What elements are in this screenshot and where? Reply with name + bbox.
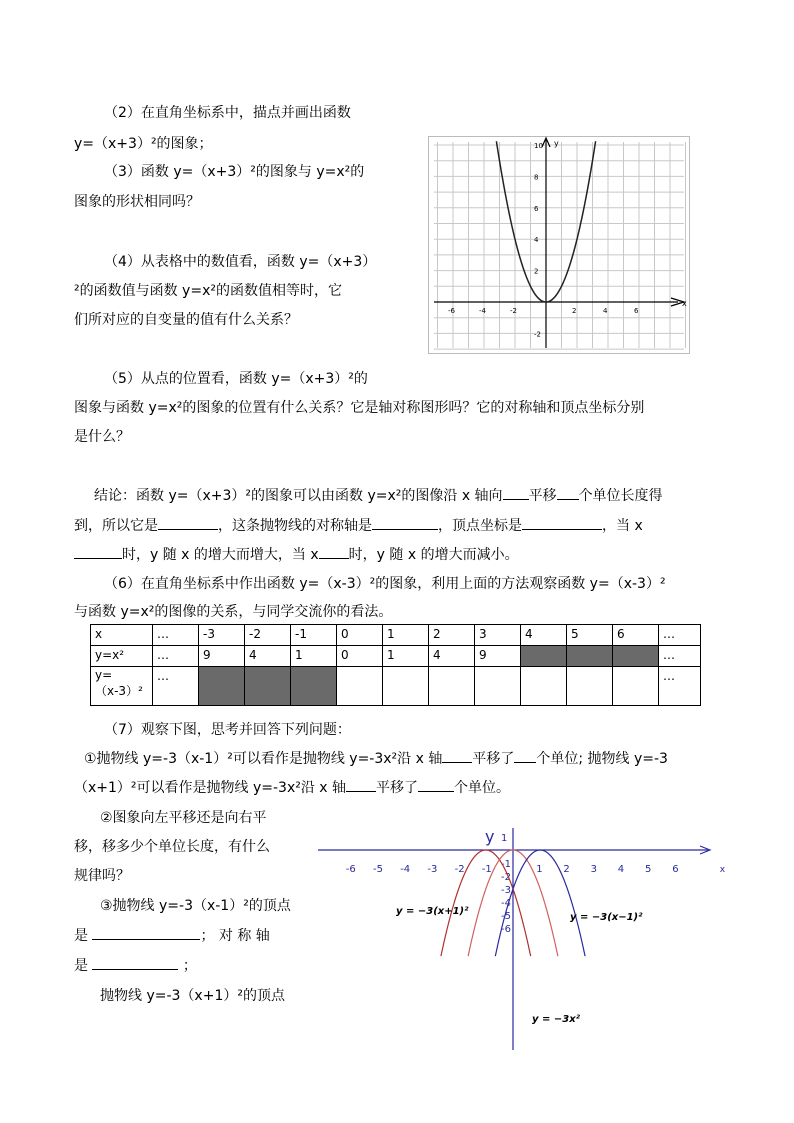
- q6-line1: （6）在直角坐标系中作出函数 y=（x-3）²的图象，利用上面的方法观察函数 y=（x-3）²: [104, 576, 666, 592]
- table-cell-empty[interactable]: [613, 667, 659, 706]
- q7-s3b: 移，移多少个单位长度，有什么: [74, 839, 270, 855]
- table-cell: …: [153, 625, 199, 646]
- graph1-x-label: x: [682, 299, 687, 308]
- conclusion-text-g: ，当 x: [602, 518, 643, 534]
- q2-line1: （2）在直角坐标系中，描点并画出函数: [104, 105, 351, 121]
- q4-line3: 们所对应的自变量的值有什么关系？: [74, 312, 298, 328]
- y-tick-label: -4: [501, 898, 511, 909]
- table-cell: …: [153, 646, 199, 667]
- table-cell: …: [659, 667, 701, 706]
- table-cell: …: [659, 646, 701, 667]
- table-cell-shaded: [199, 667, 245, 706]
- table-cell-empty[interactable]: [475, 667, 521, 706]
- table-cell: 1: [383, 625, 429, 646]
- y-tick-label: 4: [534, 236, 539, 245]
- table-cell-shaded: [245, 667, 291, 706]
- x-tick-label: 1: [536, 864, 543, 875]
- q7-s3a: ②图象向左平移还是向右平: [100, 810, 267, 826]
- graph-downward-parabolas: [316, 826, 726, 1052]
- table-cell: 4: [245, 646, 291, 667]
- table-cell: 5: [567, 625, 613, 646]
- x-tick-label: 4: [603, 307, 608, 315]
- q3-line1: （3）函数 y=（x+3）²的图象与 y=x²的: [104, 164, 365, 180]
- x-tick-label: 2: [563, 864, 570, 875]
- table-cell: 0: [337, 646, 383, 667]
- table-cell: 3: [475, 625, 521, 646]
- blank-vertex[interactable]: [522, 513, 602, 530]
- table-cell: 9: [475, 646, 521, 667]
- graph1-grid: [434, 142, 686, 349]
- q7-s4e: ；: [182, 958, 197, 974]
- conclusion-text-b: 平移: [528, 488, 557, 504]
- y-tick-label: 8: [534, 173, 539, 182]
- q7-s1b: 平移了: [472, 751, 515, 767]
- blank-axis[interactable]: [372, 513, 438, 530]
- x-tick-label: 4: [617, 864, 625, 875]
- conclusion-text-i: 时，y 随 x 的增大而减小。: [348, 547, 519, 563]
- x-tick-label: -1: [481, 864, 492, 875]
- blank-direction-1[interactable]: [442, 746, 472, 763]
- conclusion-text-h: 时，y 随 x 的增大而增大，当 x: [122, 547, 319, 563]
- conclusion-line2: [74, 512, 643, 540]
- q5-line1: （5）从点的位置看，函数 y=（x+3）²的: [104, 371, 368, 387]
- q4-line2: ²的函数值与函数 y=x²的函数值相等时，它: [74, 283, 342, 299]
- table-cell-shaded: [291, 667, 337, 706]
- x-tick-label: -4: [479, 307, 486, 315]
- q7-s2: [74, 774, 510, 802]
- table-row-y-x2: [91, 646, 701, 667]
- q7-s1c: 个单位; 抛物线 y=-3: [536, 751, 668, 767]
- q4-line1: （4）从表格中的数值看，函数 y=（x+3）: [104, 254, 377, 270]
- y-tick-label: -2: [501, 872, 511, 883]
- graph2-y-label: y: [485, 827, 495, 846]
- label-shift-left: y = −3(x+1)²: [396, 906, 469, 917]
- table-cell: 0: [337, 625, 383, 646]
- q7-s3c: 规律吗？: [74, 868, 130, 884]
- table-cell: -3: [199, 625, 245, 646]
- x-tick-label: -6: [448, 307, 455, 315]
- y-tick-label: -1: [501, 859, 511, 870]
- blank-direction[interactable]: [503, 483, 529, 500]
- x-tick-label: 6: [672, 864, 679, 875]
- q7-s1a: ①抛物线 y=-3（x-1）²可以看作是抛物线 y=-3x²沿 x 轴: [84, 751, 443, 767]
- label-base: y = −3x²: [532, 1014, 581, 1025]
- table-cell-empty[interactable]: [567, 667, 613, 706]
- blank-shape[interactable]: [158, 513, 218, 530]
- value-table: [90, 624, 701, 706]
- q7-s4-line2: [74, 922, 270, 950]
- conclusion-text-f: ，顶点坐标是: [438, 518, 522, 534]
- x-tick-label: -3: [427, 864, 438, 875]
- table-cell: …: [659, 625, 701, 646]
- q5-line3: 是什么？: [74, 429, 130, 445]
- q7-s2c: 个单位。: [454, 780, 511, 796]
- q7-line1: （7）观察下图，思考并回答下列问题：: [104, 722, 351, 738]
- table-cell: 6: [613, 625, 659, 646]
- q7-s2a: （x+1）²可以看作是抛物线 y=-3x²沿 x 轴: [74, 780, 347, 796]
- table-cell: 1: [291, 646, 337, 667]
- q5-line2: 图象与函数 y=x²的图象的位置有什么关系？它是轴对称图形吗？它的对称轴和顶点坐标分别: [74, 400, 645, 416]
- table-cell: -1: [291, 625, 337, 646]
- table-cell: x: [91, 625, 153, 646]
- conclusion-text-e: ，这条抛物线的对称轴是: [218, 518, 372, 534]
- table-cell-empty[interactable]: [521, 667, 567, 706]
- graph1-axes: [434, 138, 684, 348]
- y-tick-label: 1: [501, 833, 508, 844]
- y-tick-label: 10: [534, 142, 543, 150]
- table-cell: 4: [521, 625, 567, 646]
- blank-increase-range[interactable]: [74, 542, 122, 559]
- q3-line2: 图象的形状相同吗？: [74, 194, 200, 210]
- graph2-x-label: x: [719, 865, 726, 875]
- x-tick-label: -4: [400, 864, 411, 875]
- label-shift-right: y = −3(x−1)²: [570, 912, 643, 923]
- table-cell-shaded: [613, 646, 659, 667]
- blank-vertex-2[interactable]: [92, 923, 200, 940]
- x-tick-label: 6: [634, 307, 639, 315]
- q7-s5a: 抛物线 y=-3（x+1）²的顶点: [100, 988, 285, 1004]
- row3-label-a: y=: [95, 668, 113, 682]
- table-cell-empty[interactable]: [429, 667, 475, 706]
- conclusion-text-c: 个单位长度得: [578, 488, 663, 504]
- y-tick-label: -6: [501, 924, 511, 935]
- x-tick-label: 5: [645, 864, 652, 875]
- x-tick-label: 3: [590, 864, 597, 875]
- q7-s4-line3: [74, 952, 197, 980]
- conclusion-text-d: 到，所以它是: [74, 518, 158, 534]
- q7-s4a: ③抛物线 y=-3（x-1）²的顶点: [100, 898, 291, 914]
- y-tick-label: 6: [534, 204, 539, 213]
- table-cell: 2: [429, 625, 475, 646]
- graph2-axes: [318, 828, 710, 1050]
- x-tick-label: -6: [345, 864, 356, 875]
- table-cell-shaded: [567, 646, 613, 667]
- table-cell: -2: [245, 625, 291, 646]
- x-tick-label: -2: [454, 864, 465, 875]
- table-cell-empty[interactable]: [383, 667, 429, 706]
- table-cell-empty[interactable]: [337, 667, 383, 706]
- table-cell-shaded: [521, 646, 567, 667]
- q7-s4d: 是: [74, 958, 88, 974]
- conclusion-line3: [74, 541, 519, 569]
- table-cell: 4: [429, 646, 475, 667]
- y-tick-label: -2: [534, 330, 541, 339]
- x-tick-label: -5: [373, 864, 383, 875]
- y-tick-label: 2: [534, 267, 539, 276]
- blank-units-1[interactable]: [514, 746, 536, 763]
- y-tick-label: -3: [501, 885, 511, 896]
- blank-axis-2[interactable]: [92, 953, 178, 970]
- row3-label-b: （x-3）²: [95, 684, 143, 698]
- table-cell: 1: [383, 646, 429, 667]
- x-tick-label: -2: [510, 307, 517, 315]
- blank-units[interactable]: [557, 483, 579, 500]
- q7-s4c: ； 对 称 轴: [200, 928, 270, 944]
- q7-s1: [84, 745, 668, 773]
- blank-units-2[interactable]: [418, 775, 454, 792]
- x-tick-label: 2: [572, 307, 577, 315]
- graph1-y-label: y: [554, 139, 559, 148]
- q6-line2: 与函数 y=x²的图像的关系，与同学交流你的看法。: [74, 604, 393, 620]
- table-cell: y=x²: [91, 646, 153, 667]
- y-tick-label: -5: [501, 911, 511, 922]
- q7-s4b: 是: [74, 928, 88, 944]
- conclusion-text-a: 结论：函数 y=（x+3）²的图象可以由函数 y=x²的图像沿 x 轴向: [94, 488, 503, 504]
- table-row-label: [91, 667, 153, 706]
- table-cell: …: [153, 667, 199, 706]
- graph1-ticks: [448, 142, 639, 338]
- conclusion-line1: [94, 482, 663, 510]
- table-cell: 9: [199, 646, 245, 667]
- q7-s2b: 平移了: [376, 780, 419, 796]
- blank-decrease-range[interactable]: [319, 542, 349, 559]
- table-row-x: [91, 625, 701, 646]
- table-row-y-x-3: [91, 667, 701, 706]
- q2-line2: y=（x+3）²的图象；: [74, 136, 213, 152]
- graph-parabola: [428, 136, 690, 354]
- blank-direction-2[interactable]: [346, 775, 376, 792]
